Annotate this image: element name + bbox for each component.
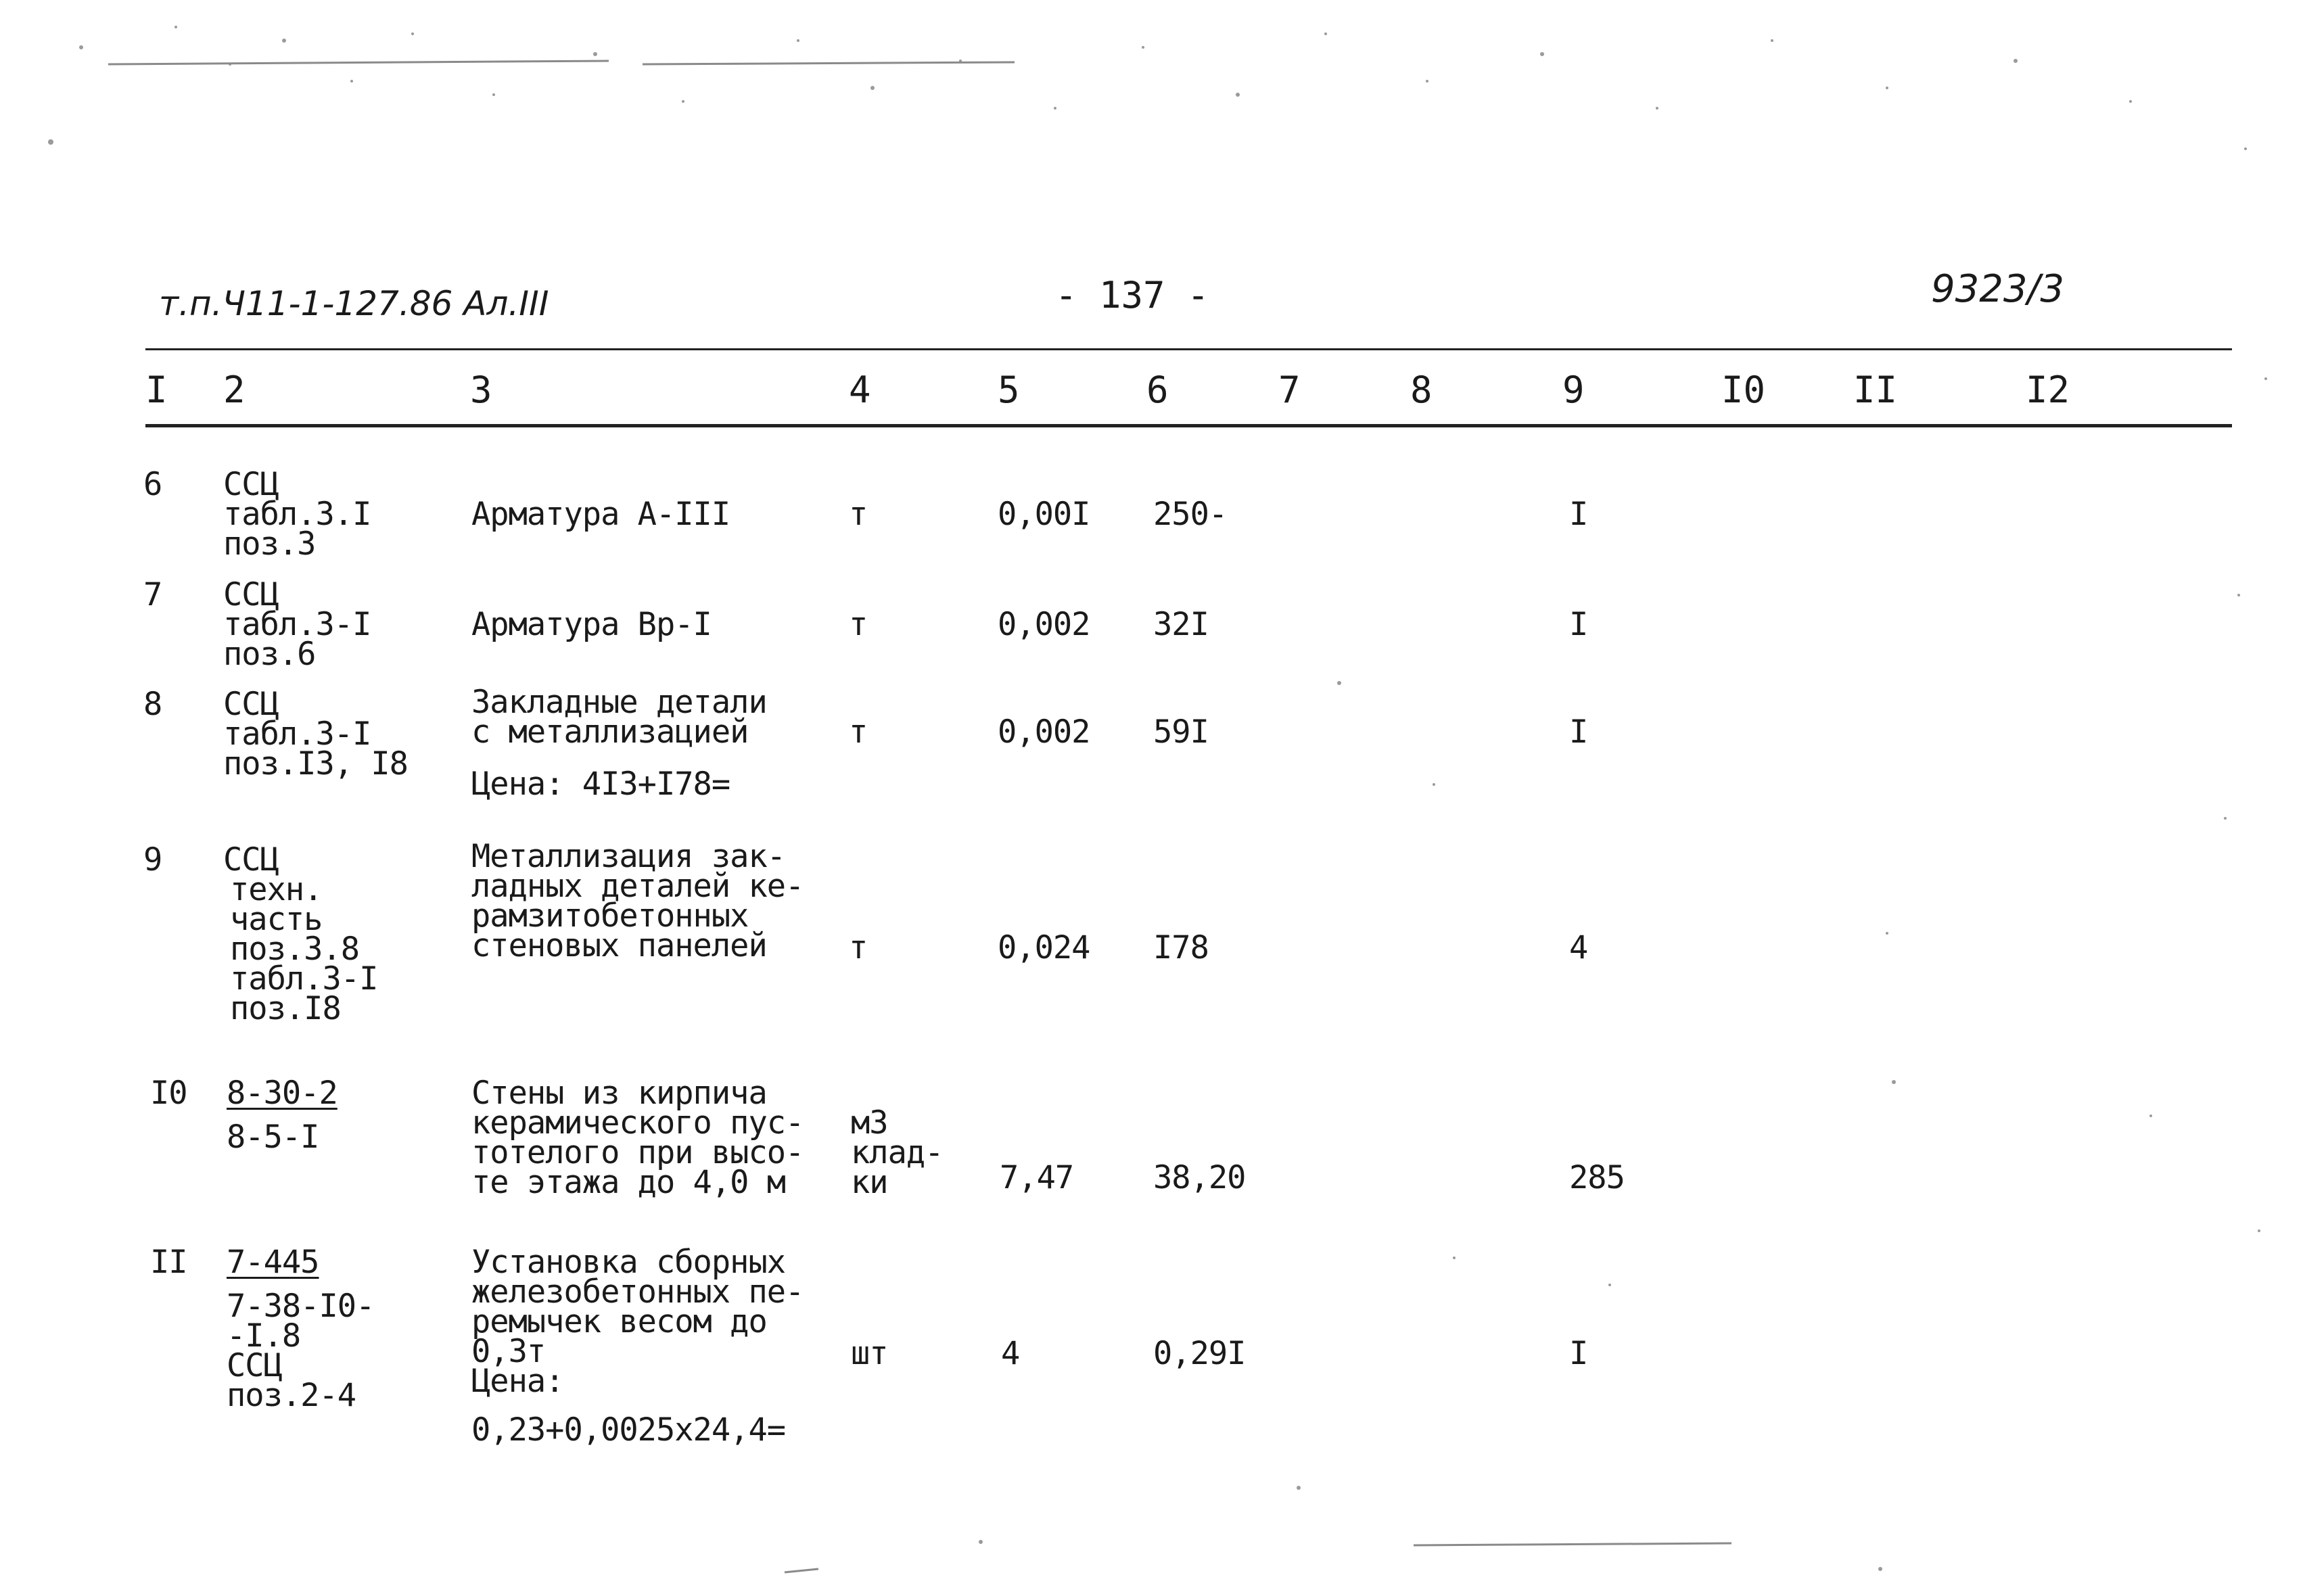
unit: м3 (851, 1104, 888, 1142)
col-header-4: 4 (849, 369, 871, 411)
page-number: - 137 - (1055, 274, 1209, 316)
description-line: тотелого при высо- (471, 1134, 804, 1171)
ref-line: ССЦ (223, 686, 279, 723)
unit: ки (851, 1164, 888, 1201)
header-bottom-rule (145, 424, 2232, 427)
ref-line: табл.3-I (230, 960, 378, 998)
col-header-6: 6 (1146, 369, 1169, 411)
col-header-7: 7 (1278, 369, 1301, 411)
description-line: Закладные детали (471, 684, 767, 721)
row-number: II (150, 1244, 187, 1281)
col9-value: I (1569, 713, 1588, 751)
unit: шт (851, 1335, 888, 1372)
unit: т (849, 713, 868, 751)
col5-value: 0,002 (998, 713, 1090, 751)
col-header-11: II (1853, 369, 1898, 411)
col-header-12: I2 (2026, 369, 2070, 411)
ref-line: ССЦ (223, 841, 279, 878)
ref-line: ССЦ (223, 576, 279, 613)
price-formula: Цена: 4I3+I78= (471, 766, 730, 803)
description-line: керамического пус- (471, 1104, 804, 1142)
col5-value: 0,002 (998, 606, 1090, 643)
description-line: Установка сборных (471, 1244, 786, 1281)
row-number: I0 (150, 1075, 187, 1112)
col9-value: I (1569, 1335, 1588, 1372)
ref-line: табл.3-I (223, 606, 371, 643)
col9-value: I (1569, 606, 1588, 643)
sheet-code: 9323/3 (1931, 267, 2065, 311)
description-line: Стены из кирпича (471, 1075, 767, 1112)
col-header-5: 5 (998, 369, 1020, 411)
unit: т (849, 496, 868, 533)
ref-line: табл.3.I (223, 496, 371, 533)
description-line: Металлизация зак- (471, 838, 786, 875)
col-header-8: 8 (1410, 369, 1433, 411)
col6-value: 250- (1153, 496, 1228, 533)
ref-line: поз.6 (223, 636, 316, 673)
unit: т (849, 606, 868, 643)
col6-value: 59I (1153, 713, 1209, 751)
unit: т (849, 929, 868, 966)
col6-value: 32I (1153, 606, 1209, 643)
unit: клад- (851, 1134, 944, 1171)
description-line: с металлизацией (471, 713, 749, 751)
col6-value: I78 (1153, 929, 1209, 966)
ref-line: 8-30-2 (227, 1075, 338, 1112)
row-number: 9 (143, 841, 162, 878)
document-code: т.п.Ч11-1-127.86 Ал.III (159, 284, 549, 323)
ref-line: ССЦ (227, 1347, 282, 1384)
col-header-2: 2 (223, 369, 246, 411)
row-number: 7 (143, 576, 162, 613)
col9-value: 285 (1569, 1159, 1625, 1196)
ref-line: поз.2-4 (227, 1377, 356, 1414)
col-header-3: 3 (470, 369, 492, 411)
description-line: 0,3т (471, 1333, 546, 1370)
ref-line: 7-445 (227, 1244, 319, 1281)
ref-line: техн. (230, 871, 323, 908)
row-number: 8 (143, 686, 162, 723)
description-line: Цена: (471, 1363, 564, 1400)
col5-value: 4 (1001, 1335, 1020, 1372)
ref-line: -I.8 (227, 1317, 301, 1355)
col5-value: 0,00I (998, 496, 1090, 533)
description-line: рамзитобетонных (471, 897, 749, 935)
description-line: Арматура А-III (471, 496, 730, 533)
ref-line: ССЦ (223, 466, 279, 503)
ref-line: 8-5-I (227, 1119, 319, 1156)
description-line: те этажа до 4,0 м (471, 1164, 786, 1201)
ref-line: поз.3 (223, 525, 316, 563)
description-line: железобетонных пе- (471, 1273, 804, 1311)
col-header-10: I0 (1721, 369, 1766, 411)
col5-value: 0,024 (998, 929, 1090, 966)
price-formula: 0,23+0,0025x24,4= (471, 1411, 786, 1449)
ref-line: 7-38-I0- (227, 1288, 375, 1325)
ref-line: табл.3-I (223, 715, 371, 753)
row-number: 6 (143, 466, 162, 503)
col9-value: I (1569, 496, 1588, 533)
col6-value: 0,29I (1153, 1335, 1246, 1372)
ref-line: поз.3.8 (230, 931, 360, 968)
description-line: Арматура Вр-I (471, 606, 712, 643)
header-top-rule (145, 348, 2232, 350)
ref-line: поз.I3, I8 (223, 745, 408, 782)
description-line: ладных деталей ке- (471, 868, 804, 905)
description-line: стеновых панелей (471, 927, 767, 964)
col5-value: 7,47 (1000, 1159, 1074, 1196)
description-line: ремычек весом до (471, 1303, 767, 1340)
ref-line: часть (230, 901, 323, 938)
ref-line: поз.I8 (230, 990, 341, 1027)
col9-value: 4 (1569, 929, 1588, 966)
col6-value: 38,20 (1153, 1159, 1246, 1196)
col-header-1: I (145, 369, 168, 411)
col-header-9: 9 (1562, 369, 1585, 411)
